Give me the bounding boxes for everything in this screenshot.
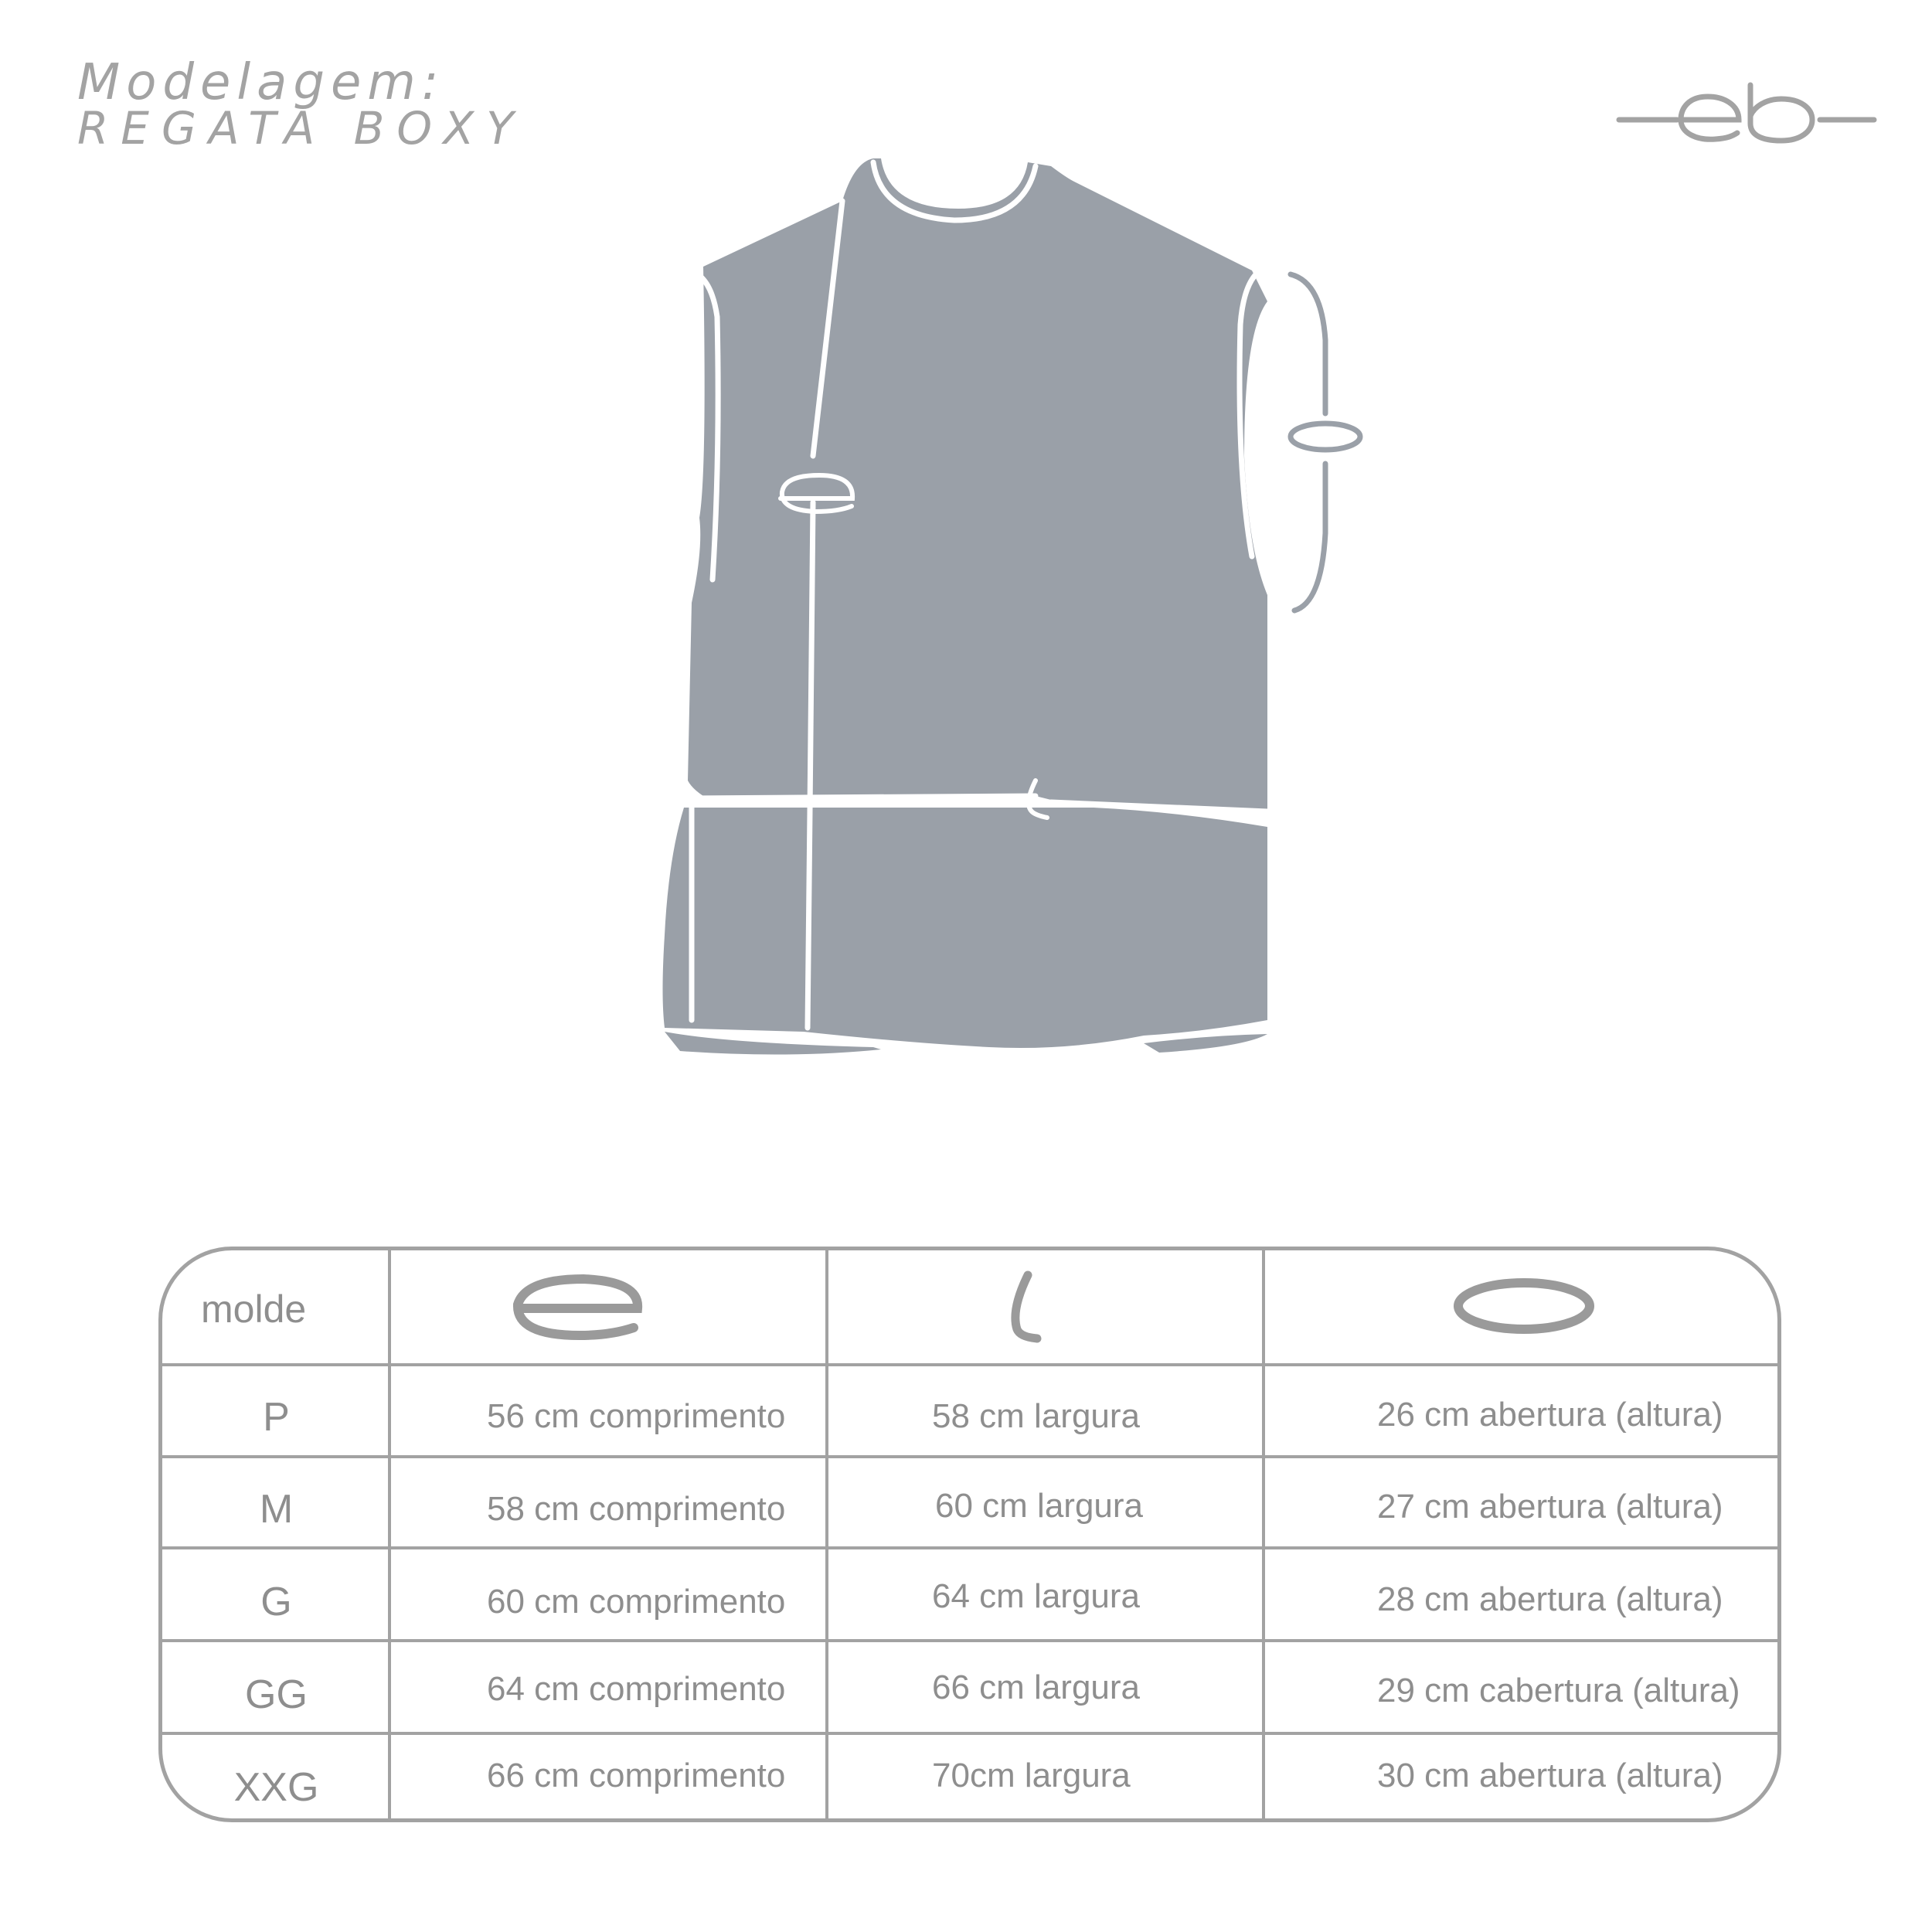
opening-value: 29 cm cabertura (altura) (1377, 1672, 1740, 1709)
opening-value: 30 cm abertura (altura) (1377, 1757, 1723, 1794)
length-value: 58 cm comprimento (487, 1490, 786, 1528)
length-value: 60 cm comprimento (487, 1583, 786, 1621)
size-label: P (263, 1395, 290, 1440)
size-label: G (260, 1580, 292, 1624)
width-value: 66 cm largura (932, 1668, 1141, 1706)
e-length-icon (510, 1270, 649, 1343)
length-value: 56 cm comprimento (487, 1397, 786, 1435)
size-table (158, 1247, 1781, 1822)
opening-value: 27 cm abertura (altura) (1377, 1488, 1723, 1526)
brand-logo (1615, 77, 1878, 147)
garment-diagram (634, 147, 1376, 1074)
row-divider (162, 1639, 1777, 1642)
width-value: 64 cm largura (932, 1577, 1141, 1615)
length-value: 64 cm comprimento (487, 1670, 786, 1708)
width-value: 70cm largura (932, 1757, 1131, 1794)
title-line-1: Modelagem: (77, 54, 445, 111)
size-label: XXG (233, 1765, 319, 1810)
o-opening-icon (1291, 274, 1360, 611)
opening-value: 26 cm abertura (altura) (1377, 1396, 1723, 1434)
width-value: 58 cm largura (932, 1397, 1141, 1435)
header-molde: molde (201, 1287, 307, 1331)
garment-body (663, 158, 1268, 1055)
size-label: M (259, 1487, 294, 1532)
row-divider (162, 1455, 1777, 1458)
width-value: 60 cm largura (935, 1487, 1144, 1525)
size-label: GG (245, 1672, 308, 1717)
row-divider (162, 1546, 1777, 1549)
row-divider (162, 1363, 1777, 1366)
length-value: 66 cm comprimento (487, 1757, 786, 1794)
title-line-2: REGATA BOXY (77, 102, 526, 155)
row-divider (162, 1732, 1777, 1735)
opening-value: 28 cm abertura (altura) (1377, 1580, 1723, 1618)
o-opening-icon (1449, 1270, 1600, 1343)
l-width-icon (997, 1267, 1059, 1345)
